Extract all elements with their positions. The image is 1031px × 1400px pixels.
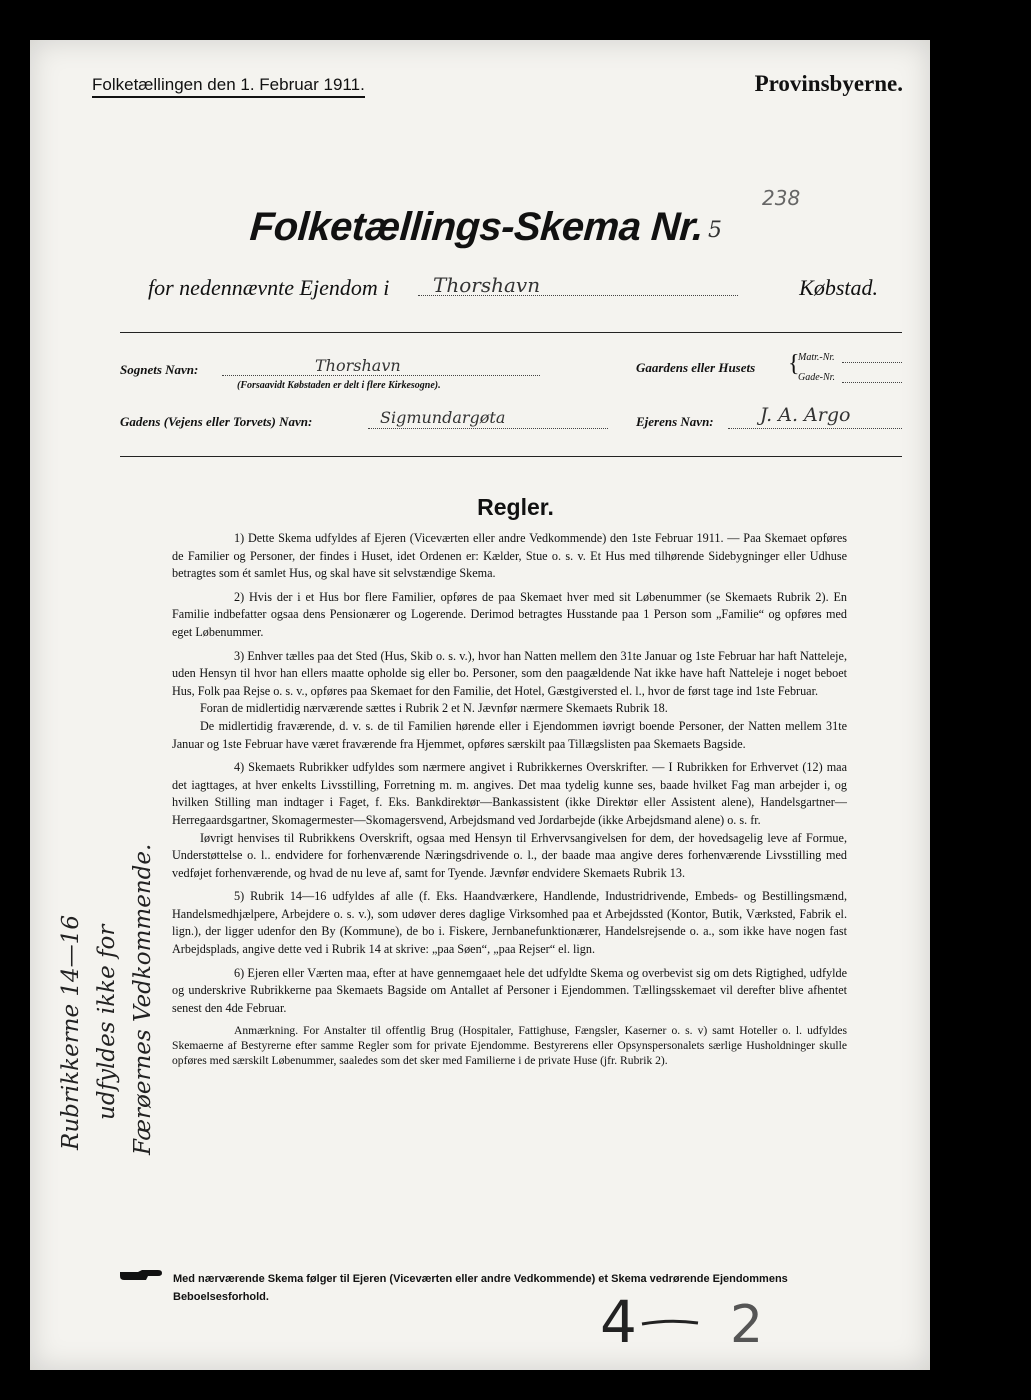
brace: { [788, 351, 800, 377]
form-title: Folketællings-Skema Nr. [248, 205, 705, 249]
handwritten-bottom-left: 4 [600, 1288, 637, 1356]
gade-nr-label: Gade-Nr. [798, 372, 835, 383]
handwritten-dash [640, 1318, 700, 1328]
handwritten-skema-number: 5 [708, 218, 722, 243]
census-header: Folketællingen den 1. Februar 1911. [92, 75, 365, 98]
rules-note: Anmærkning. For Anstalter til offentlig Brug (Hospitaler, Fattighuse, Fængsler, Kaserner o. s. v) samt Hoteller o. l. udfyldes Skemaerne af Bestyrerne efter samme Regler som for private Ejendomme. Bestyrerens eller Opsynspersonalets særlige Husholdninger skulle opføres med særskilt Løbenummer, saaledes som det sker med Familierne i de private Huse (jfr. Rubrik 2). [172, 1024, 847, 1068]
gade-line [368, 428, 608, 429]
handwritten-kobstad: Thorshavn [433, 273, 541, 297]
handwritten-bottom-right: 2 [730, 1295, 764, 1355]
matr-label: Matr.-Nr. [798, 352, 835, 363]
region-header: Provinsbyerne. [754, 71, 903, 96]
rules-body [172, 530, 847, 1074]
rule-4-iovrigt: Iøvrigt henvises til Rubrikkens Overskrift, ogsaa med Hensyn til Erhvervsangivelsen for dem, der hovedsagelig leve af Formue, Understøttelse o. l.. endvidere for forhenværende Næringsdrivende o. l., der baade maa angive deres forhenværende Livsstilling med vedføjet forhenværende, og hvad de nu leve af, samt for Tyende. Jævnfør endvidere Skemaets Rubrik 13. [172, 830, 847, 880]
rule-4: 4) Skemaets Rubrikker udfyldes som nærmere angivet i Rubrikkernes Overskrifter. — I Rubrikken for Erhvervet (12) maa det iagttages, at hver enkelts Livsstilling, Forretning m. m. angives. Det maa tydelig kunne ses, baade hvilket Fag man arbejder i, og hvilken Stilling man indtager i Faget, f. Eks. Bankdirektør—Bankassistent (ikke Direktør eller Assistent alene), Handelsgartner—Herregaardsgartner, Skomagermester—Skomagersvend, Arbejdsmand ved Jordarbejde (ikke Arbejdsmand alene) o. s. fr. [172, 760, 847, 827]
rule-1: 1) Dette Skema udfyldes af Ejeren (Viceværten eller andre Vedkommende) den 1ste Februar 1911. — Paa Skemaet opføres de Familier og Personer, der findes i Huset, idet Ordenen er: Kælder, Stue o. s. v. Et Hus med tilhørende Sidebygninger eller Udhuse betragtes som ét samlet Hus, og skal have sit selvstændige Skema. [172, 531, 847, 581]
gaard-label: Gaardens eller Husets [636, 360, 756, 375]
divider-top [120, 332, 902, 333]
sogn-label: Sognets Navn: [120, 362, 199, 377]
handwritten-sogn: Thorshavn [315, 356, 401, 375]
rule-5: 5) Rubrik 14—16 udfyldes af alle (f. Eks. Haandværkere, Handlende, Industridrivende, Embeds- og Bestillingsmænd, Handelsmedhjælpere, Arbejdere o. s. v.), som udøver deres daglige Virksomhed paa et Arbejdssted (Kontor, Butik, Værksted, Fabrik el. lign.), der ligger udenfor den By (Kommune), de bo i. Fiskere, Jernbanefunktionærer, Handelsrejsende o. a., som ikke have nogen fast Arbejdsplads, angive dette ved i Rubrik 14 at skrive: „paa Søen“, „paa Rejser“ el. lign. [172, 889, 847, 957]
rules-heading: Regler. [477, 494, 554, 520]
footer-note: Med nærværende Skema følger til Ejeren (Viceværten eller andre Vedkommende) et Skema vedrørende Ejendommens Beboelsesforhold. [173, 1273, 788, 1303]
rule-3-foran: Foran de midlertidig nærværende sættes i Rubrik 2 et N. Jævnfør nærmere Skemaets Rubrik 18. [200, 701, 668, 716]
gade-nr-line [842, 382, 902, 383]
pointing-hand-icon [118, 1268, 164, 1282]
kobstad-label: Købstad. [799, 275, 878, 300]
property-prefix: for nedennævnte Ejendom i [148, 275, 390, 300]
side-note-1: Rubrikkerne 14—16 [58, 915, 84, 1150]
sogn-line [222, 375, 540, 376]
side-note-3: Færøernes Vedkommende. [130, 843, 156, 1155]
matr-line [842, 362, 902, 363]
gade-label: Gadens (Vejens eller Torvets) Navn: [120, 414, 313, 429]
rule-3-fravaerende: De midlertidig fraværende, d. v. s. de til Familien hørende eller i Ejendommen iøvrigt boende Personer, der Natten mellem 31te Januar og 1ste Februar have været fraværende fra Hjemmet, opføres særskilt paa Tillægslisten paa Skemaets Bagside. [172, 718, 847, 751]
handwritten-gade: Sigmundargøta [380, 408, 506, 427]
divider-bottom [120, 456, 902, 457]
rule-3: 3) Enhver tælles paa det Sted (Hus, Skib o. s. v.), hvor han Natten mellem den 31te Januar og 1ste Februar har haft Natteleje, uden Hensyn til hvor han ellers maatte opholde sig eller bo. Personer, som den paagældende Nat ikke have haft Natteleje i noget beboet Hus, Folk paa Rejse o. s. v., opføres paa Skemaet for den Familie, det Hotel, Gæstgiversted el. l., hvor de først tage ind 1ste Februar. [172, 648, 847, 698]
rule-2: 2) Hvis der i et Hus bor flere Familier, opføres de paa Skemaet hver med sit Løbenummer (se Skemaets Rubrik 2). En Familie indbefatter ogsaa dens Pensionærer og Logerende. Derimod betragtes Husstande paa 1 Person som „Familie“ og opføres med eget Løbenummer. [172, 589, 847, 639]
ejer-line [728, 428, 902, 429]
rule-6: 6) Ejeren eller Værten maa, efter at have gennemgaaet hele det udfyldte Skema og overbevist sig om dets Rigtighed, udfylde og underskrive Rubrikkerne paa Skemaets Bagside om Antallet af Personer i Ejendommen. Tællingsskemaet vil derefter blive afhentet senest den 4de Februar. [172, 965, 847, 1015]
ejer-label: Ejerens Navn: [636, 414, 714, 429]
handwritten-ejer: J. A. Argo [760, 404, 851, 426]
handwritten-corner-number: 238 [762, 186, 801, 210]
property-row [148, 275, 878, 301]
side-note-2: udfyldes ikke for [94, 924, 120, 1120]
sogn-note: (Forsaavidt Købstaden er delt i flere Kirkesogne). [237, 380, 441, 391]
